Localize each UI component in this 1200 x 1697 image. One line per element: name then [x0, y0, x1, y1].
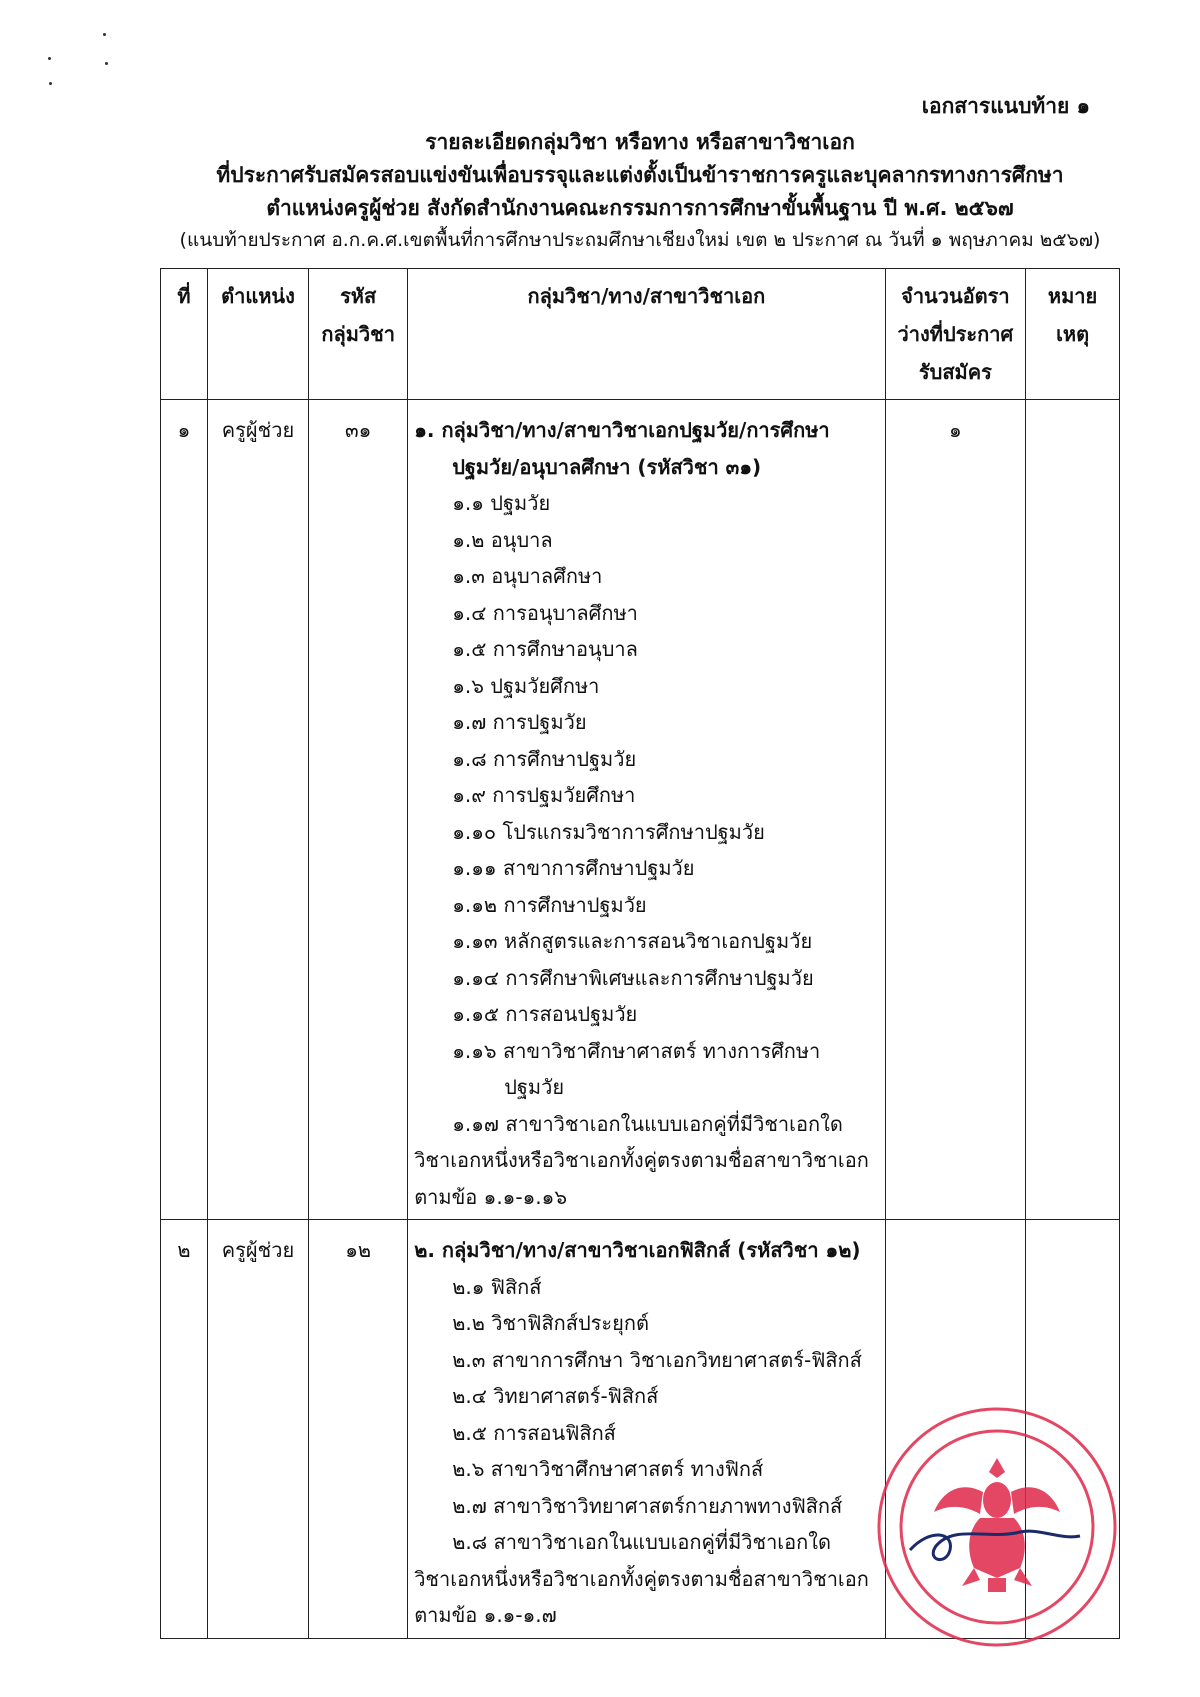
subject-line: ๒.๒ วิชาฟิสิกส์ประยุกต์	[452, 1311, 649, 1335]
document-subtitle: (แนบท้ายประกาศ อ.ก.ค.ศ.เขตพื้นที่การศึกษาประถมศึกษาเชียงใหม่ เขต ๒ ประกาศ ณ วันที่ ๑ พฤษภาคม ๒๕๖๗)	[179, 229, 1101, 251]
title-line-2: ที่ประกาศรับสมัครสอบแข่งขันเพื่อบรรจุและแต่งตั้งเป็นข้าราชการครูและบุคลากรทางการศึกษา	[216, 163, 1064, 187]
subject-line: ๑.๑ ปฐมวัย	[452, 491, 551, 515]
subject-line: ๑.๑๐ โปรแกรมวิชาการศึกษาปฐมวัย	[452, 819, 765, 844]
subject-line: ๒.๑ ฟิสิกส์	[452, 1274, 542, 1299]
subject-line: ๑.๔ การอนุบาลศึกษา	[452, 600, 638, 625]
subject-line: ๑.๑๗ สาขาวิชาเอกในแบบเอกคู่ที่มีวิชาเอกใด	[452, 1111, 843, 1136]
row-subject-list	[408, 400, 885, 1220]
title-line-3: ตำแหน่งครูผู้ช่วย สังกัดสำนักงานคณะกรรมการการศึกษาขั้นพื้นฐาน ปี พ.ศ. ๒๕๖๗	[266, 196, 1014, 220]
subject-line: ๑.๑๒ การศึกษาปฐมวัย	[452, 892, 647, 917]
table-row	[161, 400, 1120, 1220]
header-position: ตำแหน่ง	[207, 269, 308, 400]
document-title	[160, 126, 1120, 255]
title-line-1: รายละเอียดกลุ่มวิชา หรือทาง หรือสาขาวิชาเอก	[425, 130, 855, 154]
annex-label: เอกสารแนบท้าย ๑	[921, 94, 1090, 118]
subject-line: ๑.๑๔ การศึกษาพิเศษและการศึกษาปฐมวัย	[452, 965, 814, 990]
subject-line: ๑.๖ ปฐมวัยศึกษา	[452, 673, 600, 698]
subject-line: วิชาเอกหนึ่งหรือวิชาเอกทั้งคู่ตรงตามชื่อสาขาวิชาเอก	[414, 1148, 869, 1172]
row-no: ๒	[161, 1220, 208, 1639]
table-header-row	[161, 269, 1120, 400]
subject-line: วิชาเอกหนึ่งหรือวิชาเอกทั้งคู่ตรงตามชื่อสาขาวิชาเอก	[414, 1566, 869, 1591]
header-vacancy: จำนวนอัตรา ว่างที่ประกาศ รับสมัคร	[885, 269, 1026, 400]
subject-line: ๑.๗ การปฐมวัย	[452, 710, 587, 734]
row-subject-list	[408, 1220, 885, 1639]
subject-line: ตามข้อ ๑.๑-๑.๑๖	[414, 1184, 568, 1209]
row-code: ๓๑	[309, 400, 408, 1220]
row-position: ครูผู้ช่วย	[207, 400, 308, 1220]
subject-line: ๑.๑๖ สาขาวิชาศึกษาศาสตร์ ทางการศึกษา	[452, 1038, 821, 1063]
subject-line: ๑.๑๑ สาขาการศึกษาปฐมวัย	[452, 856, 695, 880]
subject-line: ๑.๕ การศึกษาอนุบาล	[452, 637, 638, 661]
group-heading: ๒. กลุ่มวิชา/ทาง/สาขาวิชาเอกฟิสิกส์ (รหัสวิชา ๑๒)	[414, 1238, 861, 1262]
row-position: ครูผู้ช่วย	[207, 1220, 308, 1639]
subject-line: ๒.๗ สาขาวิชาวิทยาศาสตร์กายภาพทางฟิสิกส์	[452, 1493, 843, 1518]
header-code: รหัส กลุ่มวิชา	[309, 269, 408, 400]
subject-line: ๑.๒ อนุบาล	[452, 527, 553, 552]
group-heading: ๑. กลุ่มวิชา/ทาง/สาขาวิชาเอกปฐมวัย/การศึกษา	[414, 418, 830, 442]
subject-line: ๒.๓ สาขาการศึกษา วิชาเอกวิทยาศาสตร์-ฟิสิกส์	[452, 1347, 862, 1372]
garuda-seal-icon	[870, 1400, 1125, 1655]
header-remark: หมาย เหตุ	[1026, 269, 1120, 400]
row-remark	[1026, 400, 1120, 1220]
subject-line: ๑.๙ การปฐมวัยศึกษา	[452, 783, 636, 807]
subject-line: ตามข้อ ๑.๑-๑.๗	[414, 1603, 557, 1627]
garuda-emblem	[934, 1458, 1060, 1592]
subject-line: ๑.๑๕ การสอนปฐมวัย	[452, 1002, 638, 1026]
subject-line: ๑.๑๓ หลักสูตรและการสอนวิชาเอกปฐมวัย	[452, 929, 813, 953]
subject-line: ๒.๕ การสอนฟิสิกส์	[452, 1420, 616, 1445]
subject-line: ๒.๘ สาขาวิชาเอกในแบบเอกคู่ที่มีวิชาเอกใด	[452, 1530, 832, 1554]
subject-line: ๑.๓ อนุบาลศึกษา	[452, 564, 603, 588]
row-no: ๑	[161, 400, 208, 1220]
subject-line: ๑.๘ การศึกษาปฐมวัย	[452, 746, 637, 771]
header-subject: กลุ่มวิชา/ทาง/สาขาวิชาเอก	[408, 269, 885, 400]
subject-line: ๒.๖ สาขาวิชาศึกษาศาสตร์ ทางฟิกส์	[452, 1457, 764, 1481]
row-vacancy: ๑	[885, 400, 1026, 1220]
header-no: ที่	[161, 269, 208, 400]
group-heading: ปฐมวัย/อนุบาลศึกษา (รหัสวิชา ๓๑)	[452, 454, 762, 479]
subject-line: ปฐมวัย	[504, 1075, 565, 1099]
row-code: ๑๒	[309, 1220, 408, 1639]
subject-line: ๒.๔ วิทยาศาสตร์-ฟิสิกส์	[452, 1384, 659, 1408]
